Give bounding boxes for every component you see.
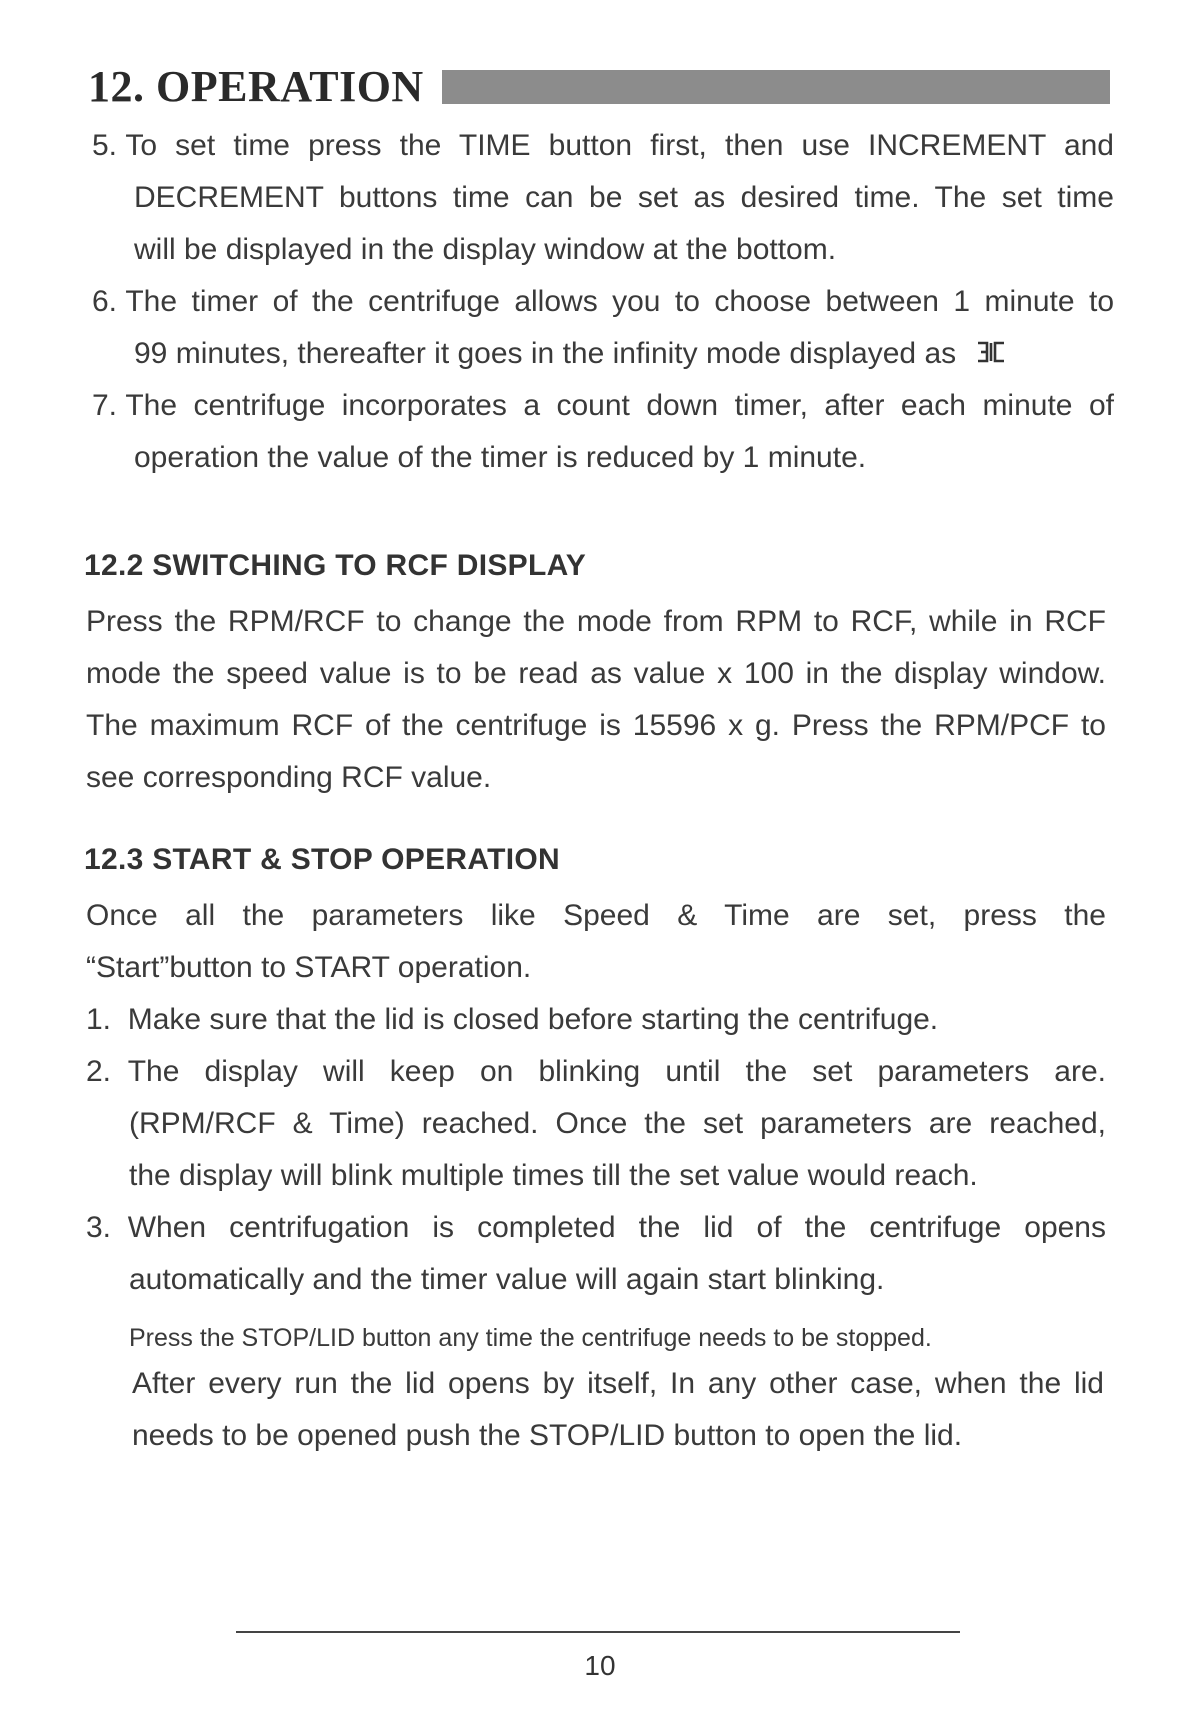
section-title: 12. OPERATION bbox=[88, 61, 424, 111]
list-line: The timer of the centrifuge allows you to choose between 1 minute to bbox=[125, 285, 1114, 318]
paragraph-line: Press the RPM/RCF to change the mode from RPM to RCF, while in RCF bbox=[86, 605, 1106, 638]
paragraph-line: see corresponding RCF value. bbox=[86, 761, 492, 794]
list-line: automatically and the timer value will again start blinking. bbox=[129, 1263, 885, 1296]
list-line: operation the value of the timer is reduced by 1 minute. bbox=[134, 441, 867, 474]
stop-note-small: Press the STOP/LID button any time the centrifuge needs to be stopped. bbox=[129, 1324, 932, 1352]
list-line: (RPM/RCF & Time) reached. Once the set parameters are reached, bbox=[129, 1107, 1106, 1140]
start-stop-content bbox=[86, 890, 1106, 1306]
list-item-3 bbox=[86, 1202, 1106, 1254]
list-number: 6. bbox=[92, 285, 126, 318]
section-heading-rcf: 12.2 SWITCHING TO RCF DISPLAY bbox=[84, 549, 587, 582]
list-item-5 bbox=[92, 120, 1114, 172]
list-item-6 bbox=[92, 276, 1114, 328]
list-item-1 bbox=[86, 994, 1106, 1046]
list-item-7 bbox=[92, 380, 1114, 432]
list-line: will be displayed in the display window at the bottom. bbox=[134, 233, 837, 266]
paragraph-line: needs to be opened push the STOP/LID button to open the lid. bbox=[132, 1419, 963, 1452]
paragraph-line: After every run the lid opens by itself, In any other case, when the lid bbox=[132, 1367, 1104, 1400]
timer-instructions bbox=[92, 120, 1114, 484]
paragraph-line: mode the speed value is to be read as value x 100 in the display window. bbox=[86, 657, 1106, 690]
list-line: The display will keep on blinking until the set parameters are. bbox=[127, 1055, 1106, 1088]
list-line: 99 minutes, thereafter it goes in the infinity mode displayed as bbox=[134, 337, 957, 370]
section-header bbox=[88, 58, 1110, 114]
list-line-with-glyph bbox=[134, 328, 1114, 380]
list-line: The centrifuge incorporates a count down timer, after each minute of bbox=[125, 389, 1114, 422]
paragraph-line: Once all the parameters like Speed & Time are set, press the bbox=[86, 899, 1106, 932]
list-item-2 bbox=[86, 1046, 1106, 1098]
header-bar bbox=[442, 70, 1110, 104]
list-line: the display will blink multiple times till the set value would reach. bbox=[129, 1159, 978, 1192]
list-line: DECREMENT buttons time can be set as desired time. The set time bbox=[134, 181, 1114, 214]
paragraph-line: The maximum RCF of the centrifuge is 15596 x g. Press the RPM/PCF to bbox=[86, 709, 1106, 742]
rcf-paragraph bbox=[86, 596, 1106, 804]
list-number: 7. bbox=[92, 389, 126, 422]
footer-divider bbox=[236, 1631, 960, 1633]
stop-note bbox=[132, 1358, 1104, 1462]
section-heading-start-stop: 12.3 START & STOP OPERATION bbox=[84, 843, 560, 876]
paragraph-line: “Start”button to START operation. bbox=[86, 951, 532, 984]
list-number: 2. bbox=[86, 1055, 128, 1088]
list-line: To set time press the TIME button first, then use INCREMENT and bbox=[125, 129, 1114, 162]
list-number: 3. bbox=[86, 1211, 128, 1244]
list-number: 1. bbox=[86, 1003, 128, 1036]
infinity-mode-display-icon bbox=[976, 340, 1006, 364]
list-line: Make sure that the lid is closed before starting the centrifuge. bbox=[127, 1003, 939, 1036]
page-number: 10 bbox=[584, 1650, 616, 1681]
list-number: 5. bbox=[92, 129, 126, 162]
list-line: When centrifugation is completed the lid of the centrifuge opens bbox=[127, 1211, 1106, 1244]
